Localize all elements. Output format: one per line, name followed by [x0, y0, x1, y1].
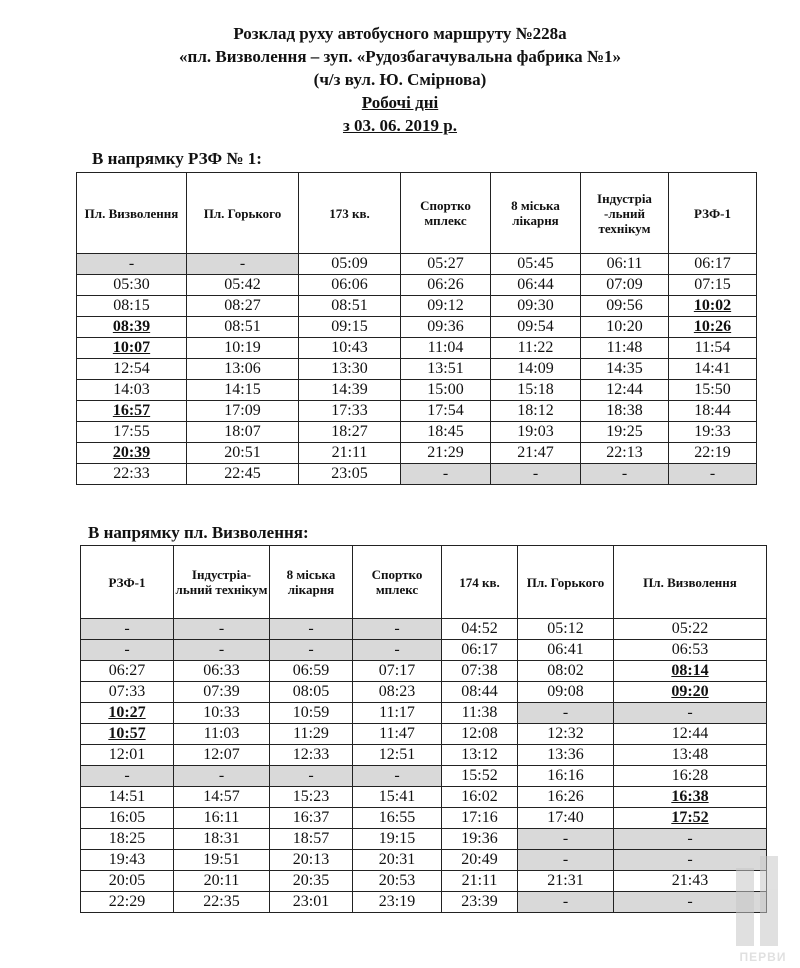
table-row: [77, 443, 757, 464]
time-cell: -: [581, 464, 669, 485]
time-cell: 14:39: [299, 380, 401, 401]
time-cell: 16:26: [518, 787, 614, 808]
t1-column-header: Індустріа -льний технікум: [581, 173, 669, 254]
channel-watermark-logo: [730, 854, 796, 964]
time-cell: -: [81, 766, 174, 787]
time-cell: 20:49: [442, 850, 518, 871]
time-cell: 10:19: [187, 338, 299, 359]
time-cell: -: [353, 766, 442, 787]
table-row: [81, 661, 767, 682]
time-cell: 10:33: [174, 703, 270, 724]
time-cell: 18:27: [299, 422, 401, 443]
time-cell: 13:36: [518, 745, 614, 766]
time-cell: 22:45: [187, 464, 299, 485]
time-cell: 05:22: [614, 619, 767, 640]
route-endpoints: «пл. Визволення – зуп. «Рудозбагачувальна фабрика №1»: [179, 47, 621, 66]
time-cell: 11:04: [401, 338, 491, 359]
table-row: [81, 850, 767, 871]
time-cell: -: [353, 619, 442, 640]
time-cell: 13:06: [187, 359, 299, 380]
time-cell: 06:17: [442, 640, 518, 661]
table-row: [81, 619, 767, 640]
time-cell: 15:41: [353, 787, 442, 808]
time-cell: 12:07: [174, 745, 270, 766]
time-cell: 14:51: [81, 787, 174, 808]
watermark-bar-right: [760, 856, 778, 946]
time-cell: 15:00: [401, 380, 491, 401]
t1-column-header: РЗФ-1: [669, 173, 757, 254]
table-row: [77, 296, 757, 317]
time-cell: 21:11: [299, 443, 401, 464]
time-cell: 09:56: [581, 296, 669, 317]
time-cell: 08:27: [187, 296, 299, 317]
time-cell: 11:17: [353, 703, 442, 724]
time-cell: 06:26: [401, 275, 491, 296]
time-cell: 18:07: [187, 422, 299, 443]
table-row: [81, 745, 767, 766]
time-cell: 11:29: [270, 724, 353, 745]
time-cell: 10:57: [81, 724, 174, 745]
time-cell: 16:16: [518, 766, 614, 787]
time-cell: 22:13: [581, 443, 669, 464]
time-cell: -: [270, 766, 353, 787]
table-row: [81, 703, 767, 724]
time-cell: 19:15: [353, 829, 442, 850]
time-cell: 21:29: [401, 443, 491, 464]
schedule-effective-date: з 03. 06. 2019 р.: [342, 116, 458, 135]
time-cell: 18:25: [81, 829, 174, 850]
time-cell: 08:44: [442, 682, 518, 703]
time-cell: 10:43: [299, 338, 401, 359]
time-cell: 07:17: [353, 661, 442, 682]
t2-column-header: 8 міська лікарня: [270, 546, 353, 619]
time-cell: -: [77, 254, 187, 275]
time-cell: 05:09: [299, 254, 401, 275]
time-cell: -: [81, 619, 174, 640]
time-cell: 14:35: [581, 359, 669, 380]
time-cell: 12:44: [614, 724, 767, 745]
t2-column-header: Пл. Горького: [518, 546, 614, 619]
time-cell: 20:13: [270, 850, 353, 871]
time-cell: 13:51: [401, 359, 491, 380]
time-cell: 08:14: [614, 661, 767, 682]
time-cell: 21:11: [442, 871, 518, 892]
time-cell: 22:29: [81, 892, 174, 913]
table-row: [81, 724, 767, 745]
time-cell: 08:02: [518, 661, 614, 682]
time-cell: 20:05: [81, 871, 174, 892]
time-cell: 18:31: [174, 829, 270, 850]
time-cell: -: [518, 703, 614, 724]
time-cell: 20:53: [353, 871, 442, 892]
t1-column-header: Пл. Горького: [187, 173, 299, 254]
t2-column-header: 174 кв.: [442, 546, 518, 619]
time-cell: 10:02: [669, 296, 757, 317]
time-cell: 20:11: [174, 871, 270, 892]
schedule-day-type: Робочі дні: [361, 93, 439, 112]
time-cell: 06:41: [518, 640, 614, 661]
time-cell: 12:01: [81, 745, 174, 766]
time-cell: 09:08: [518, 682, 614, 703]
time-cell: 19:51: [174, 850, 270, 871]
table-row: [81, 766, 767, 787]
time-cell: 12:08: [442, 724, 518, 745]
time-cell: 12:32: [518, 724, 614, 745]
time-cell: -: [669, 464, 757, 485]
time-cell: 23:01: [270, 892, 353, 913]
time-cell: 21:47: [491, 443, 581, 464]
watermark-bar-left: [736, 868, 754, 946]
time-cell: 05:27: [401, 254, 491, 275]
table-row: [81, 640, 767, 661]
table-row: [77, 401, 757, 422]
time-cell: 05:42: [187, 275, 299, 296]
time-cell: -: [614, 850, 767, 871]
time-cell: 06:11: [581, 254, 669, 275]
time-cell: 18:12: [491, 401, 581, 422]
time-cell: 08:51: [299, 296, 401, 317]
time-cell: 10:20: [581, 317, 669, 338]
time-cell: -: [270, 619, 353, 640]
time-cell: 08:23: [353, 682, 442, 703]
t1-column-header: Спортко мплекс: [401, 173, 491, 254]
time-cell: 21:31: [518, 871, 614, 892]
time-cell: 19:36: [442, 829, 518, 850]
time-cell: 17:55: [77, 422, 187, 443]
time-cell: 22:33: [77, 464, 187, 485]
time-cell: 17:33: [299, 401, 401, 422]
time-cell: 17:40: [518, 808, 614, 829]
time-cell: 20:31: [353, 850, 442, 871]
time-cell: 09:15: [299, 317, 401, 338]
time-cell: -: [270, 640, 353, 661]
direction-2-title: В напрямку пл. Визволення:: [88, 523, 309, 542]
time-cell: 20:51: [187, 443, 299, 464]
time-cell: 11:22: [491, 338, 581, 359]
table-row: [77, 359, 757, 380]
time-cell: 15:50: [669, 380, 757, 401]
route-via: (ч/з вул. Ю. Смірнова): [313, 70, 487, 89]
table-row: [77, 422, 757, 443]
t2-column-header: Спортко мплекс: [353, 546, 442, 619]
time-cell: 06:59: [270, 661, 353, 682]
t1-column-header: 8 міська лікарня: [491, 173, 581, 254]
time-cell: -: [81, 640, 174, 661]
time-cell: 22:19: [669, 443, 757, 464]
time-cell: 16:55: [353, 808, 442, 829]
table-row: [77, 338, 757, 359]
time-cell: 18:57: [270, 829, 353, 850]
table-row: [81, 787, 767, 808]
table-row: [77, 317, 757, 338]
time-cell: 06:17: [669, 254, 757, 275]
time-cell: 09:20: [614, 682, 767, 703]
time-cell: 11:54: [669, 338, 757, 359]
time-cell: 17:16: [442, 808, 518, 829]
time-cell: 09:36: [401, 317, 491, 338]
time-cell: 10:59: [270, 703, 353, 724]
route-title: Розклад руху автобусного маршруту №228а: [233, 24, 567, 43]
table-row: [77, 275, 757, 296]
time-cell: 08:05: [270, 682, 353, 703]
time-cell: 16:38: [614, 787, 767, 808]
time-cell: 07:39: [174, 682, 270, 703]
time-cell: 18:44: [669, 401, 757, 422]
direction-2-header-row: [81, 546, 767, 619]
time-cell: 23:39: [442, 892, 518, 913]
time-cell: -: [401, 464, 491, 485]
time-cell: 06:44: [491, 275, 581, 296]
table-row: [81, 892, 767, 913]
time-cell: 08:39: [77, 317, 187, 338]
table-row: [81, 682, 767, 703]
time-cell: 07:33: [81, 682, 174, 703]
time-cell: -: [187, 254, 299, 275]
time-cell: 17:09: [187, 401, 299, 422]
time-cell: -: [518, 850, 614, 871]
time-cell: 07:15: [669, 275, 757, 296]
time-cell: 19:43: [81, 850, 174, 871]
time-cell: 10:07: [77, 338, 187, 359]
time-cell: 12:33: [270, 745, 353, 766]
time-cell: -: [353, 640, 442, 661]
time-cell: 13:12: [442, 745, 518, 766]
time-cell: 06:33: [174, 661, 270, 682]
time-cell: 06:27: [81, 661, 174, 682]
time-cell: 14:09: [491, 359, 581, 380]
time-cell: 19:03: [491, 422, 581, 443]
time-cell: 14:15: [187, 380, 299, 401]
time-cell: 12:54: [77, 359, 187, 380]
time-cell: 05:12: [518, 619, 614, 640]
time-cell: 16:05: [81, 808, 174, 829]
time-cell: 05:45: [491, 254, 581, 275]
time-cell: -: [614, 703, 767, 724]
time-cell: 14:57: [174, 787, 270, 808]
time-cell: 06:06: [299, 275, 401, 296]
time-cell: 07:09: [581, 275, 669, 296]
table-row: [77, 464, 757, 485]
time-cell: -: [174, 619, 270, 640]
time-cell: 09:12: [401, 296, 491, 317]
time-cell: 21:43: [614, 871, 767, 892]
time-cell: -: [518, 892, 614, 913]
time-cell: 19:33: [669, 422, 757, 443]
time-cell: 11:48: [581, 338, 669, 359]
time-cell: 17:54: [401, 401, 491, 422]
time-cell: 14:03: [77, 380, 187, 401]
time-cell: -: [614, 892, 767, 913]
time-cell: 11:38: [442, 703, 518, 724]
time-cell: -: [174, 766, 270, 787]
time-cell: 18:38: [581, 401, 669, 422]
table-row: [77, 254, 757, 275]
direction-2-timetable: [80, 545, 767, 913]
time-cell: 12:44: [581, 380, 669, 401]
time-cell: 15:23: [270, 787, 353, 808]
time-cell: 11:47: [353, 724, 442, 745]
time-cell: 18:45: [401, 422, 491, 443]
time-cell: 09:30: [491, 296, 581, 317]
time-cell: 12:51: [353, 745, 442, 766]
direction-1-title: В напрямку РЗФ № 1:: [92, 149, 262, 168]
table-row: [81, 829, 767, 850]
time-cell: 13:30: [299, 359, 401, 380]
direction-1-timetable: [76, 172, 757, 485]
direction-1-header-row: [77, 173, 757, 254]
t2-column-header: Пл. Визволення: [614, 546, 767, 619]
table-row: [77, 380, 757, 401]
time-cell: 04:52: [442, 619, 518, 640]
time-cell: 23:05: [299, 464, 401, 485]
time-cell: 13:48: [614, 745, 767, 766]
watermark-text: ПЕРВИ: [739, 950, 787, 964]
time-cell: 20:39: [77, 443, 187, 464]
time-cell: 16:02: [442, 787, 518, 808]
time-cell: -: [174, 640, 270, 661]
t1-column-header: 173 кв.: [299, 173, 401, 254]
time-cell: -: [518, 829, 614, 850]
time-cell: 11:03: [174, 724, 270, 745]
time-cell: 16:57: [77, 401, 187, 422]
time-cell: 09:54: [491, 317, 581, 338]
time-cell: 07:38: [442, 661, 518, 682]
time-cell: 05:30: [77, 275, 187, 296]
time-cell: 15:18: [491, 380, 581, 401]
time-cell: 23:19: [353, 892, 442, 913]
time-cell: 19:25: [581, 422, 669, 443]
time-cell: 14:41: [669, 359, 757, 380]
time-cell: 06:53: [614, 640, 767, 661]
time-cell: 08:15: [77, 296, 187, 317]
time-cell: 10:27: [81, 703, 174, 724]
time-cell: 10:26: [669, 317, 757, 338]
time-cell: 20:35: [270, 871, 353, 892]
time-cell: 16:28: [614, 766, 767, 787]
time-cell: 16:11: [174, 808, 270, 829]
time-cell: 22:35: [174, 892, 270, 913]
time-cell: 17:52: [614, 808, 767, 829]
time-cell: -: [491, 464, 581, 485]
t2-column-header: Індустріа-льний технікум: [174, 546, 270, 619]
time-cell: -: [614, 829, 767, 850]
table-row: [81, 808, 767, 829]
time-cell: 16:37: [270, 808, 353, 829]
time-cell: 15:52: [442, 766, 518, 787]
document-header: [0, 22, 800, 137]
time-cell: 08:51: [187, 317, 299, 338]
t1-column-header: Пл. Визволення: [77, 173, 187, 254]
t2-column-header: РЗФ-1: [81, 546, 174, 619]
table-row: [81, 871, 767, 892]
